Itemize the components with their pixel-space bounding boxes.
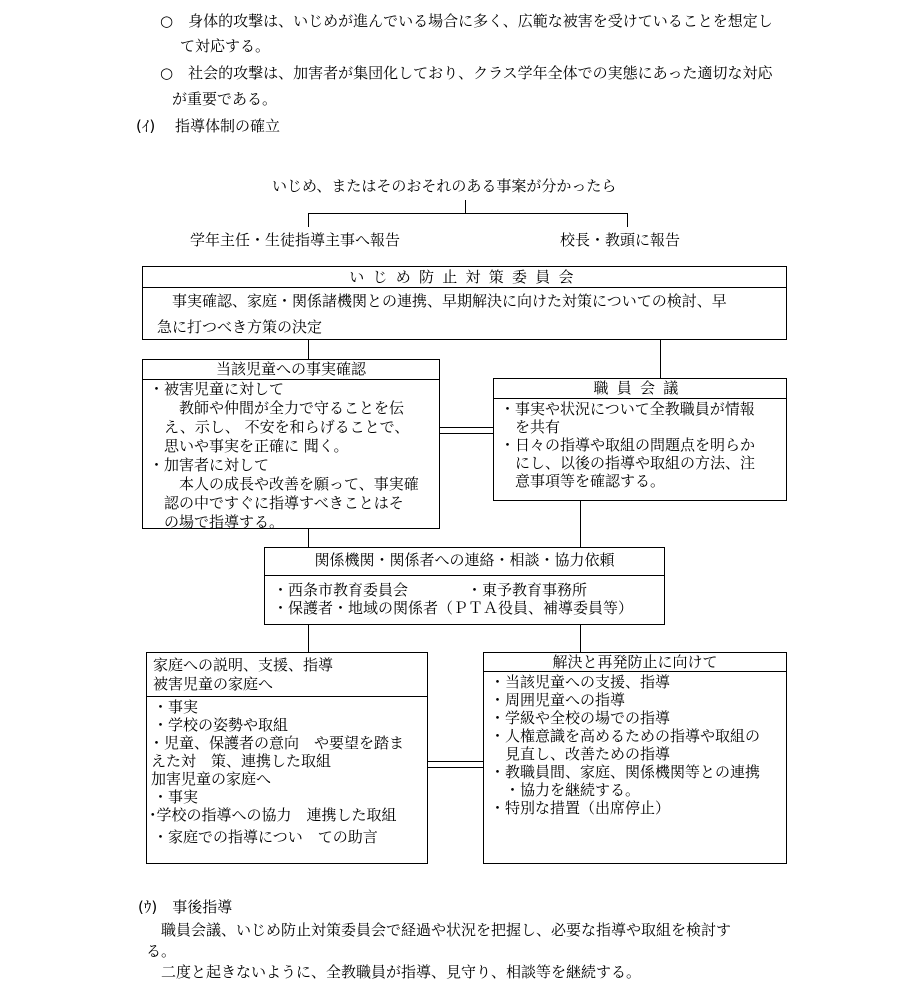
family-line: ･学校の指導への協力 連携した取組 — [149, 806, 397, 824]
resolution-line: ・特別な措置（出席停止） — [490, 799, 671, 817]
connector — [428, 767, 483, 768]
family-line: 加害児童の家庭へ — [151, 770, 272, 788]
resolution-line: ・学級や全校の場での指導 — [490, 709, 671, 727]
connector — [660, 340, 661, 378]
fact-check-line: 教師や仲間が全力で守ることを伝 — [149, 399, 405, 417]
committee-line-2: 急に打つべき方策の決定 — [157, 318, 323, 336]
trigger-text: いじめ、またはそのおそれのある事案が分かったら — [272, 177, 617, 195]
connector — [465, 200, 466, 214]
section-heading-u: (ｳ) 事後指導 — [138, 898, 233, 916]
family-title-2: 被害児童の家庭へ — [153, 675, 274, 693]
family-line: ・事実 — [153, 788, 199, 806]
connector — [308, 625, 309, 653]
committee-box — [142, 266, 787, 340]
family-box — [146, 652, 428, 864]
fact-check-line: ・加害者に対して — [149, 456, 270, 474]
report-right-text: 校長・教頭に報告 — [560, 231, 681, 249]
fact-check-box — [142, 359, 440, 529]
connector — [308, 213, 309, 227]
divider — [484, 671, 786, 672]
fact-check-line: 本人の成長や改善を願って、事実確 — [149, 475, 419, 493]
divider — [265, 575, 664, 576]
connector — [580, 625, 581, 653]
resolution-line: ・当該児童への支援、指導 — [490, 673, 671, 691]
family-title-1: 家庭への説明、支援、指導 — [153, 656, 334, 674]
divider — [494, 398, 786, 399]
report-left-text: 学年主任・生徒指導主事へ報告 — [190, 231, 401, 249]
committee-line-1: 事実確認、家庭・関係諸機関との連携、早期解決に向けた対策についての検討、早 — [157, 292, 727, 310]
after-line-3: 二度と起きないように、全教職員が指導、見守り、相談等を継続する。 — [146, 963, 642, 981]
intro-bullet-2-line-2: が重要である。 — [172, 90, 278, 108]
staff-meeting-line: にし、以後の指導や取組の方法、注 — [500, 454, 756, 472]
staff-meeting-line: 意事項等を確認する。 — [500, 472, 666, 490]
after-line-1: 職員会議、いじめ防止対策委員会で経過や状況を把握し、必要な指導や取組を検討す — [146, 921, 732, 939]
fact-check-line: 思いや事実を正確に 聞く。 — [149, 437, 349, 455]
family-last-line: ・家庭での指導につい ての助言 — [153, 828, 378, 846]
fact-check-line: ・被害児童に対して — [149, 380, 285, 398]
connector — [627, 213, 628, 227]
fact-check-line: え、示し、 不安を和らげることで、 — [149, 418, 410, 436]
fact-check-line: 認の中ですぐに指導すべきことはそ — [149, 494, 404, 512]
staff-meeting-line: ・事実や状況について全教職員が情報 — [500, 400, 755, 418]
liaison-box — [264, 547, 665, 625]
resolution-line: ・教職員間、家庭、関係機関等との連携 — [490, 763, 761, 781]
family-line: ・学校の姿勢や取組 — [153, 716, 289, 734]
resolution-title: 解決と再発防止に向けて — [552, 653, 718, 671]
intro-bullet-2-line-1: ○ 社会的攻撃は、加害者が集団化しており、クラス学年全体での実態にあった適切な対応 — [160, 64, 773, 82]
liaison-line-1a: ・西条市教育委員会 — [273, 581, 409, 599]
committee-title: いじめ防止対策委員会 — [349, 268, 582, 286]
connector — [308, 213, 628, 214]
liaison-line-2: ・保護者・地域の関係者（ＰＴＡ役員、補導委員等） — [273, 599, 634, 617]
connector — [440, 427, 493, 428]
staff-meeting-line: を共有 — [500, 418, 561, 436]
resolution-line: ・人権意識を高めるための指導や取組の — [490, 727, 761, 745]
resolution-line: ・協力を継続する。 — [490, 781, 641, 799]
family-line: ・事実 — [153, 698, 199, 716]
staff-meeting-title: 職員会議 — [593, 379, 687, 397]
connector — [308, 529, 309, 548]
family-line: ・児童、保護者の意向 や要望を踏ま — [149, 734, 405, 752]
after-line-2: る。 — [146, 942, 177, 960]
resolution-box — [483, 652, 787, 864]
liaison-title: 関係機関・関係者への連絡・相談・協力依頼 — [314, 551, 615, 569]
divider — [147, 696, 427, 697]
family-line: えた対 策、連携した取組 — [151, 752, 332, 770]
divider — [143, 287, 786, 288]
fact-check-title: 当該児童への事実確認 — [215, 360, 366, 378]
connector — [580, 501, 581, 548]
staff-meeting-box — [493, 378, 787, 501]
connector — [308, 340, 309, 360]
fact-check-line: の場で指導する。 — [149, 513, 285, 531]
connector — [440, 433, 493, 434]
connector — [428, 761, 483, 762]
section-heading-i: (ｲ) 指導体制の確立 — [136, 117, 280, 135]
staff-meeting-line: ・日々の指導や取組の問題点を明らか — [500, 436, 756, 454]
intro-bullet-1-line-1: ○ 身体的攻撃は、いじめが進んでいる場合に多く、広範な被害を受けていることを想定し — [160, 12, 773, 30]
resolution-line: ・周囲児童への指導 — [490, 691, 626, 709]
resolution-line: 見直し、改善ための指導 — [490, 745, 671, 763]
liaison-line-1b: ・東予教育事務所 — [467, 581, 588, 599]
intro-bullet-1-line-2: て対応する。 — [180, 37, 271, 55]
